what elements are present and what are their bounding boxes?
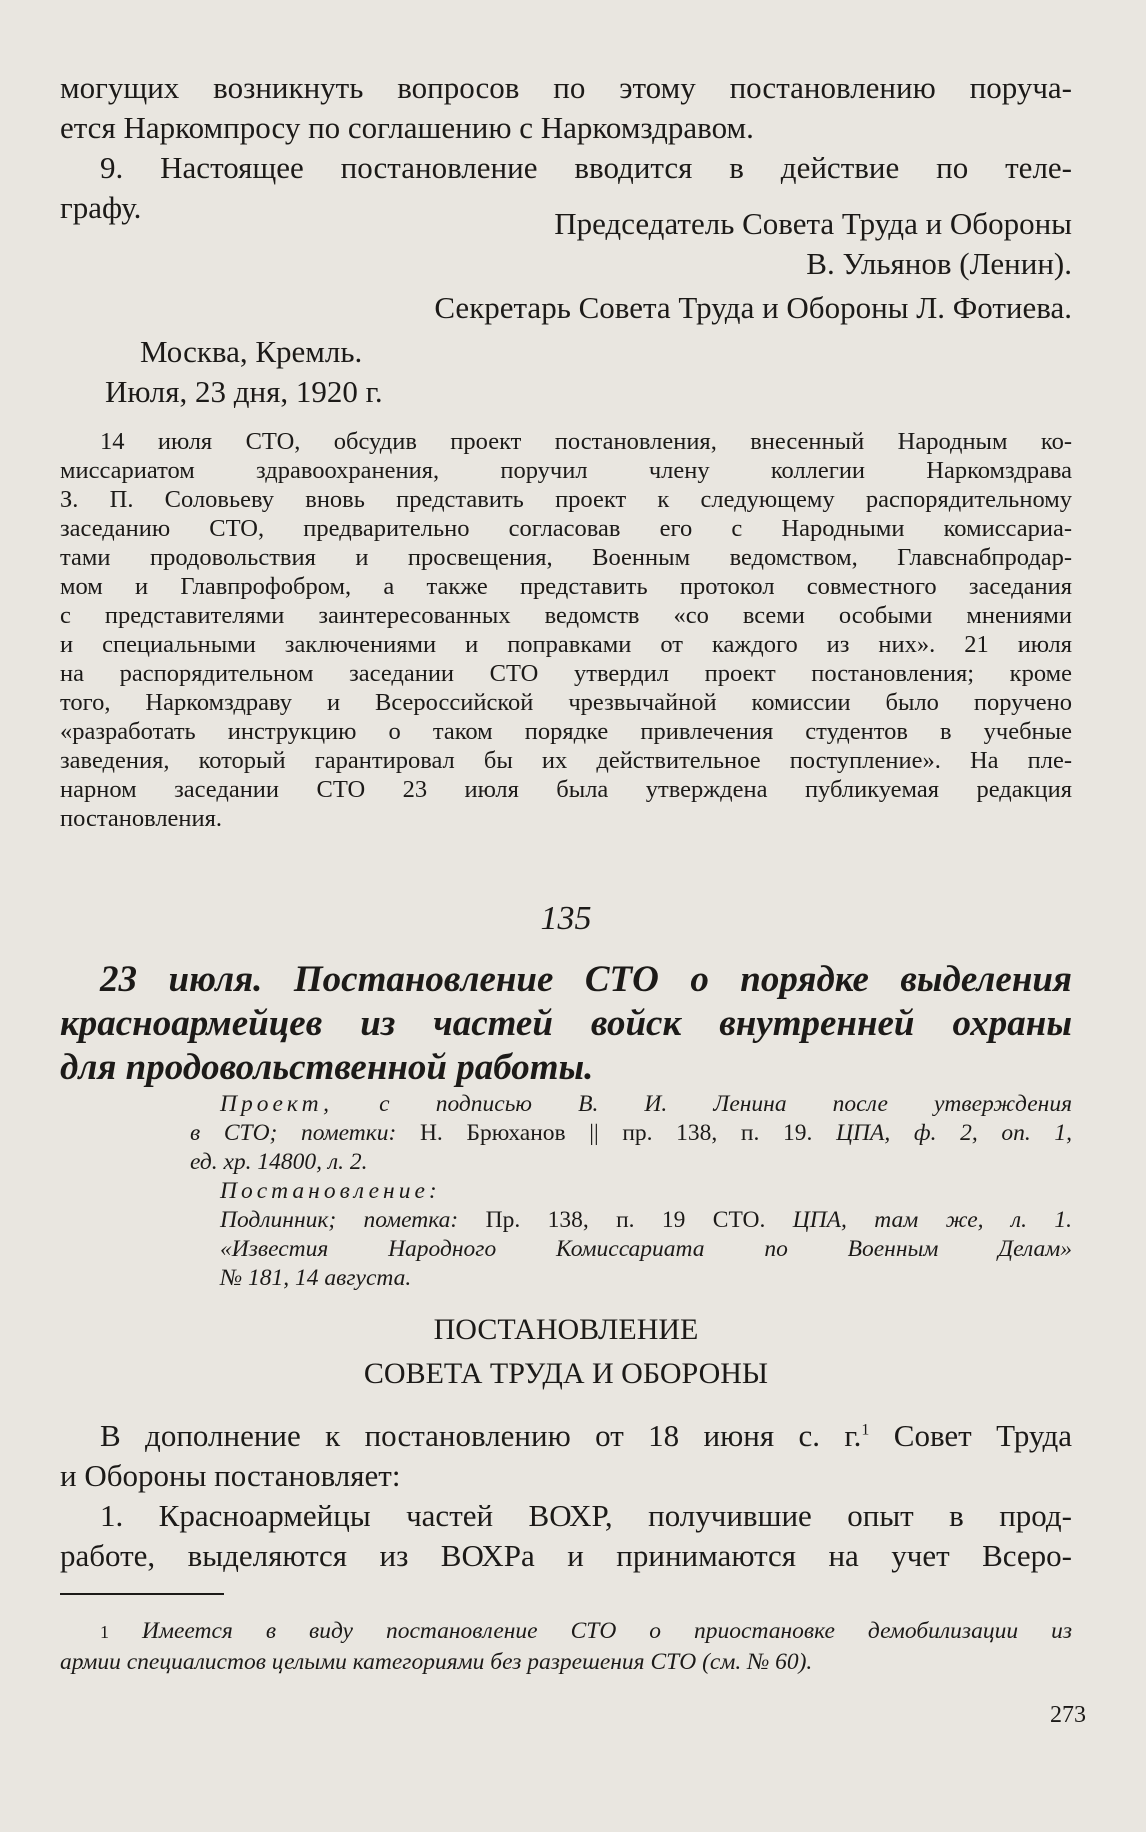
text-line: могущих возникнуть вопросов по этому постановлению поруча- xyxy=(60,70,1072,105)
decree-label: Постановление: xyxy=(220,1178,441,1204)
decree-title-line: СОВЕТА ТРУДА И ОБОРОНЫ xyxy=(363,1357,769,1390)
item-1-line: работе, выделяются из ВОХРа и принимаются на учет Всеро- xyxy=(60,1538,1072,1573)
footnote-rule xyxy=(60,1593,224,1595)
commentary-line: на распорядительном заседании СТО утвердил проект постановления; кроме xyxy=(60,660,1072,687)
commentary-line: мом и Главпрофобром, а также представить протокол совместного заседания xyxy=(60,573,1072,600)
source-line: Проект, с подписью В. И. Ленина после утверждения xyxy=(220,1091,1072,1117)
footnote-line: армии специалистов целыми категориями без разрешения СТО (см. № 60). xyxy=(60,1649,813,1675)
commentary-line: миссариатом здравоохранения, поручил члену коллегии Наркомздрава xyxy=(60,457,1072,484)
footnote-marker: 1 xyxy=(100,1622,109,1642)
commentary-line: того, Наркомздраву и Всероссийской чрезвычайной комиссии было поручено xyxy=(60,689,1072,716)
footnote-line: 1 Имеется в виду постановление СТО о приостановке демобилизации из xyxy=(100,1618,1073,1644)
item-9-line: графу. xyxy=(60,190,142,225)
decree-body xyxy=(60,1416,1072,1576)
secretary-block xyxy=(60,288,1072,328)
footnote-ref: 1 xyxy=(861,1421,870,1439)
source-line: Подлинник; пометка: Пр. 138, п. 19 СТО. ЦПА, там же, л. 1. xyxy=(220,1207,1072,1233)
signature-block xyxy=(60,204,1072,284)
heading-line: 23 июля. Постановление СТО о порядке выделения xyxy=(100,959,1072,1000)
commentary-line: заведения, который гарантировал бы их действительное поступление». На пле- xyxy=(60,747,1072,774)
heading-line: красноармейцев из частей войск внутренней охраны xyxy=(60,1003,1072,1044)
chair-name: В. Ульянов (Ленин). xyxy=(806,246,1072,281)
heading-line: для продовольственной работы. xyxy=(60,1047,594,1088)
secretary-signature: Секретарь Совета Труда и Обороны Л. Фотиева. xyxy=(434,290,1072,325)
text-line: ется Наркомпросу по соглашению с Наркомздравом. xyxy=(60,110,754,145)
commentary-line: с представителями заинтересованных ведомств «со всеми особыми мнениями xyxy=(60,602,1072,629)
project-label: Проект, xyxy=(220,1091,334,1117)
source-line: в СТО; пометки: Н. Брюханов || пр. 138, п. 19. ЦПА, ф. 2, оп. 1, xyxy=(190,1120,1072,1146)
place: Москва, Кремль. xyxy=(140,334,363,369)
page-number: 273 xyxy=(1050,1702,1086,1728)
commentary-line: заседанию СТО, предварительно согласовав его с Народными комиссариа- xyxy=(60,515,1072,542)
document-number: 135 xyxy=(540,900,592,937)
place-date-block xyxy=(60,332,1072,412)
footnote xyxy=(60,1616,1072,1677)
chair-title: Председатель Совета Труда и Обороны xyxy=(554,206,1072,241)
source-line: № 181, 14 августа. xyxy=(220,1265,412,1291)
document-heading xyxy=(60,958,1072,1090)
source-references xyxy=(190,1090,1072,1293)
source-line: «Известия Народного Комиссариата по Военным Делам» xyxy=(220,1236,1072,1262)
intro-line: и Обороны постановляет: xyxy=(60,1458,401,1493)
decree-title xyxy=(60,1308,1072,1396)
intro-line: В дополнение к постановлению от 18 июня с. г.$^1$ Совет Труда xyxy=(100,1418,1073,1453)
date: Июля, 23 дня, 1920 г. xyxy=(105,374,383,409)
item-9-line: 9. Настоящее постановление вводится в действие по теле- xyxy=(100,150,1072,185)
commentary-line: нарном заседании СТО 23 июля была утверждена публикуемая редакция xyxy=(60,776,1072,803)
decree-title-line: ПОСТАНОВЛЕНИЕ xyxy=(433,1313,699,1346)
commentary-line: и специальными заключениями и поправками от каждого из них». 21 июля xyxy=(60,631,1072,658)
editorial-commentary xyxy=(60,427,1072,833)
commentary-line: 14 июля СТО, обсудив проект постановления, внесенный Народным ко- xyxy=(100,428,1072,455)
commentary-line: постановления. xyxy=(60,805,223,832)
source-line: ед. хр. 14800, л. 2. xyxy=(190,1149,368,1175)
commentary-line: тами продовольствия и просвещения, Военным ведомством, Главснабпродар- xyxy=(60,544,1072,571)
commentary-line: «разработать инструкцию о таком порядке привлечения студентов в учебные xyxy=(60,718,1072,745)
item-1-line: 1. Красноармейцы частей ВОХР, получившие опыт в прод- xyxy=(100,1498,1072,1533)
commentary-line: З. П. Соловьеву вновь представить проект к следующему распорядительному xyxy=(60,486,1072,513)
